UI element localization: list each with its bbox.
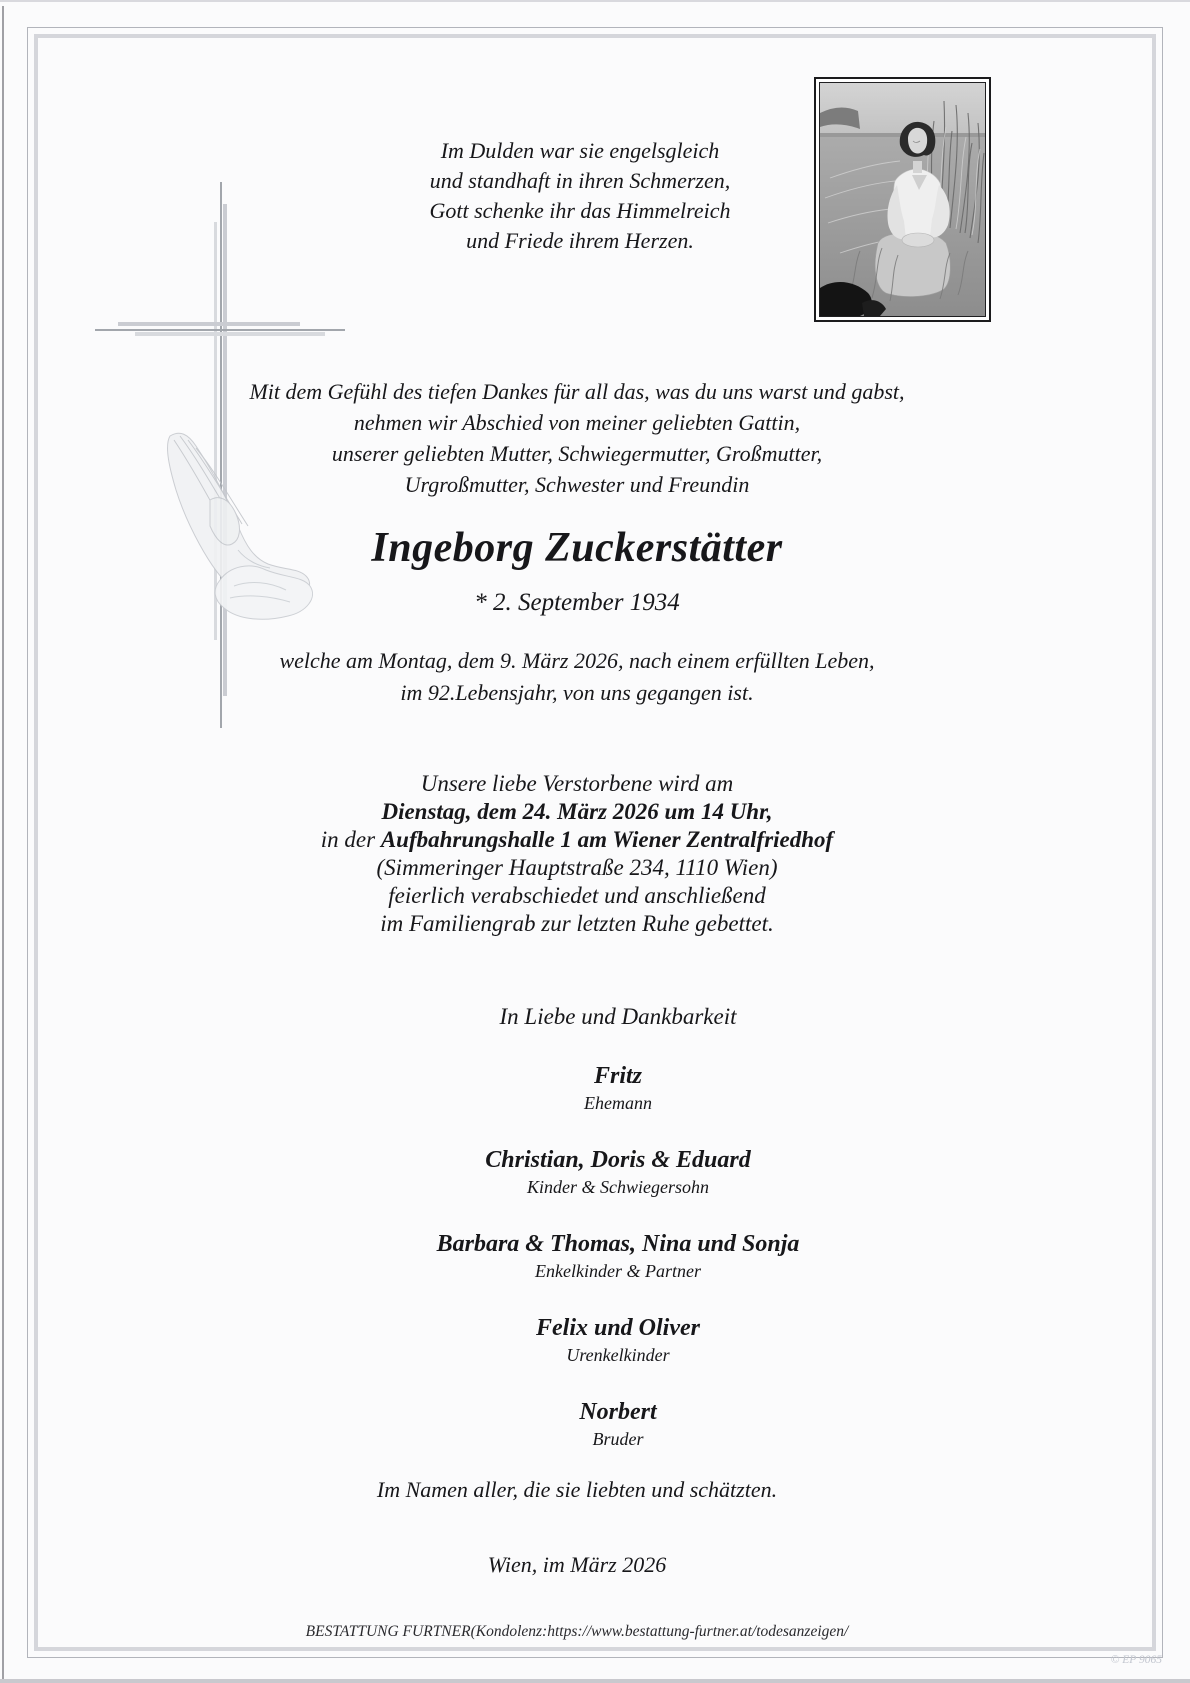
family-relation: Enkelkinder & Partner	[535, 1261, 701, 1281]
farewell-line: unserer geliebten Mutter, Schwiegermutter, Großmutter,	[331, 441, 823, 466]
funeral-location-prefix: in der	[320, 827, 381, 852]
funeral-location-name: Aufbahrungshalle 1 am Wiener Zentralfriedhof	[380, 827, 834, 852]
closing-phrase: In Liebe und Dankbarkeit	[499, 1004, 737, 1029]
funeral-details	[0, 770, 1154, 938]
mourners-section	[48, 1003, 1188, 1481]
in-names-of-all: Im Namen aller, die sie liebten und schätzten.	[376, 1477, 778, 1502]
scan-edge-bottom	[0, 1679, 1190, 1683]
scan-edge-top	[0, 0, 1190, 2]
cross-bar	[118, 322, 300, 326]
verse-line: und Friede ihrem Herzen.	[466, 228, 694, 253]
family-entry	[48, 1229, 1188, 1283]
farewell-line: nehmen wir Abschied von meiner geliebten Gattin,	[353, 410, 801, 435]
family-relation: Bruder	[592, 1429, 644, 1449]
funeral-address: (Simmeringer Hauptstraße 234, 1110 Wien)	[376, 855, 778, 880]
funeral-line: im Familiengrab zur letzten Ruhe gebettet.	[380, 911, 774, 936]
cross-bar	[95, 329, 345, 331]
birth-date: * 2. September 1934	[474, 589, 680, 616]
funeral-line: feierlich verabschiedet und anschließend	[388, 883, 766, 908]
funeral-date-time: Dienstag, dem 24. März 2026 um 14 Uhr,	[381, 799, 773, 824]
death-line: im 92.Lebensjahr, von uns gegangen ist.	[400, 680, 754, 705]
family-relation: Urenkelkinder	[566, 1345, 670, 1365]
family-names: Felix und Oliver	[535, 1315, 700, 1341]
deceased-name: Ingeborg Zuckerstätter	[371, 525, 783, 571]
family-relation: Ehemann	[584, 1093, 652, 1113]
family-entry	[48, 1397, 1188, 1451]
family-entry	[48, 1313, 1188, 1367]
opening-verse	[0, 136, 1160, 256]
verse-line: Im Dulden war sie engelsgleich	[440, 138, 720, 163]
place-and-date: Wien, im März 2026	[487, 1552, 667, 1577]
funeral-location	[0, 826, 1154, 854]
verse-line: und standhaft in ihren Schmerzen,	[429, 168, 731, 193]
death-line: welche am Montag, dem 9. März 2026, nach einem erfüllten Leben,	[279, 648, 875, 673]
family-names: Barbara & Thomas, Nina und Sonja	[436, 1231, 800, 1257]
farewell-line: Mit dem Gefühl des tiefen Dankes für all das, was du uns warst und gabst,	[249, 379, 905, 404]
family-names: Fritz	[593, 1063, 643, 1089]
family-entry	[48, 1145, 1188, 1199]
cross-bar	[135, 332, 325, 336]
farewell-line: Urgroßmutter, Schwester und Freundin	[404, 472, 750, 497]
family-names: Christian, Doris & Eduard	[485, 1147, 751, 1173]
funeral-line: Unsere liebe Verstorbene wird am	[420, 771, 734, 796]
funeral-home-footer[interactable]: BESTATTUNG FURTNER(Kondolenz:https://www.bestattung-furtner.at/todesanzeigen/	[305, 1623, 849, 1640]
family-relation: Kinder & Schwiegersohn	[527, 1177, 709, 1197]
verse-line: Gott schenke ihr das Himmelreich	[429, 198, 731, 223]
death-statement	[0, 645, 1154, 709]
family-entry	[48, 1061, 1188, 1115]
family-names: Norbert	[579, 1399, 657, 1425]
print-code: © EP 9065	[1110, 1654, 1162, 1666]
farewell-text	[0, 376, 1154, 500]
